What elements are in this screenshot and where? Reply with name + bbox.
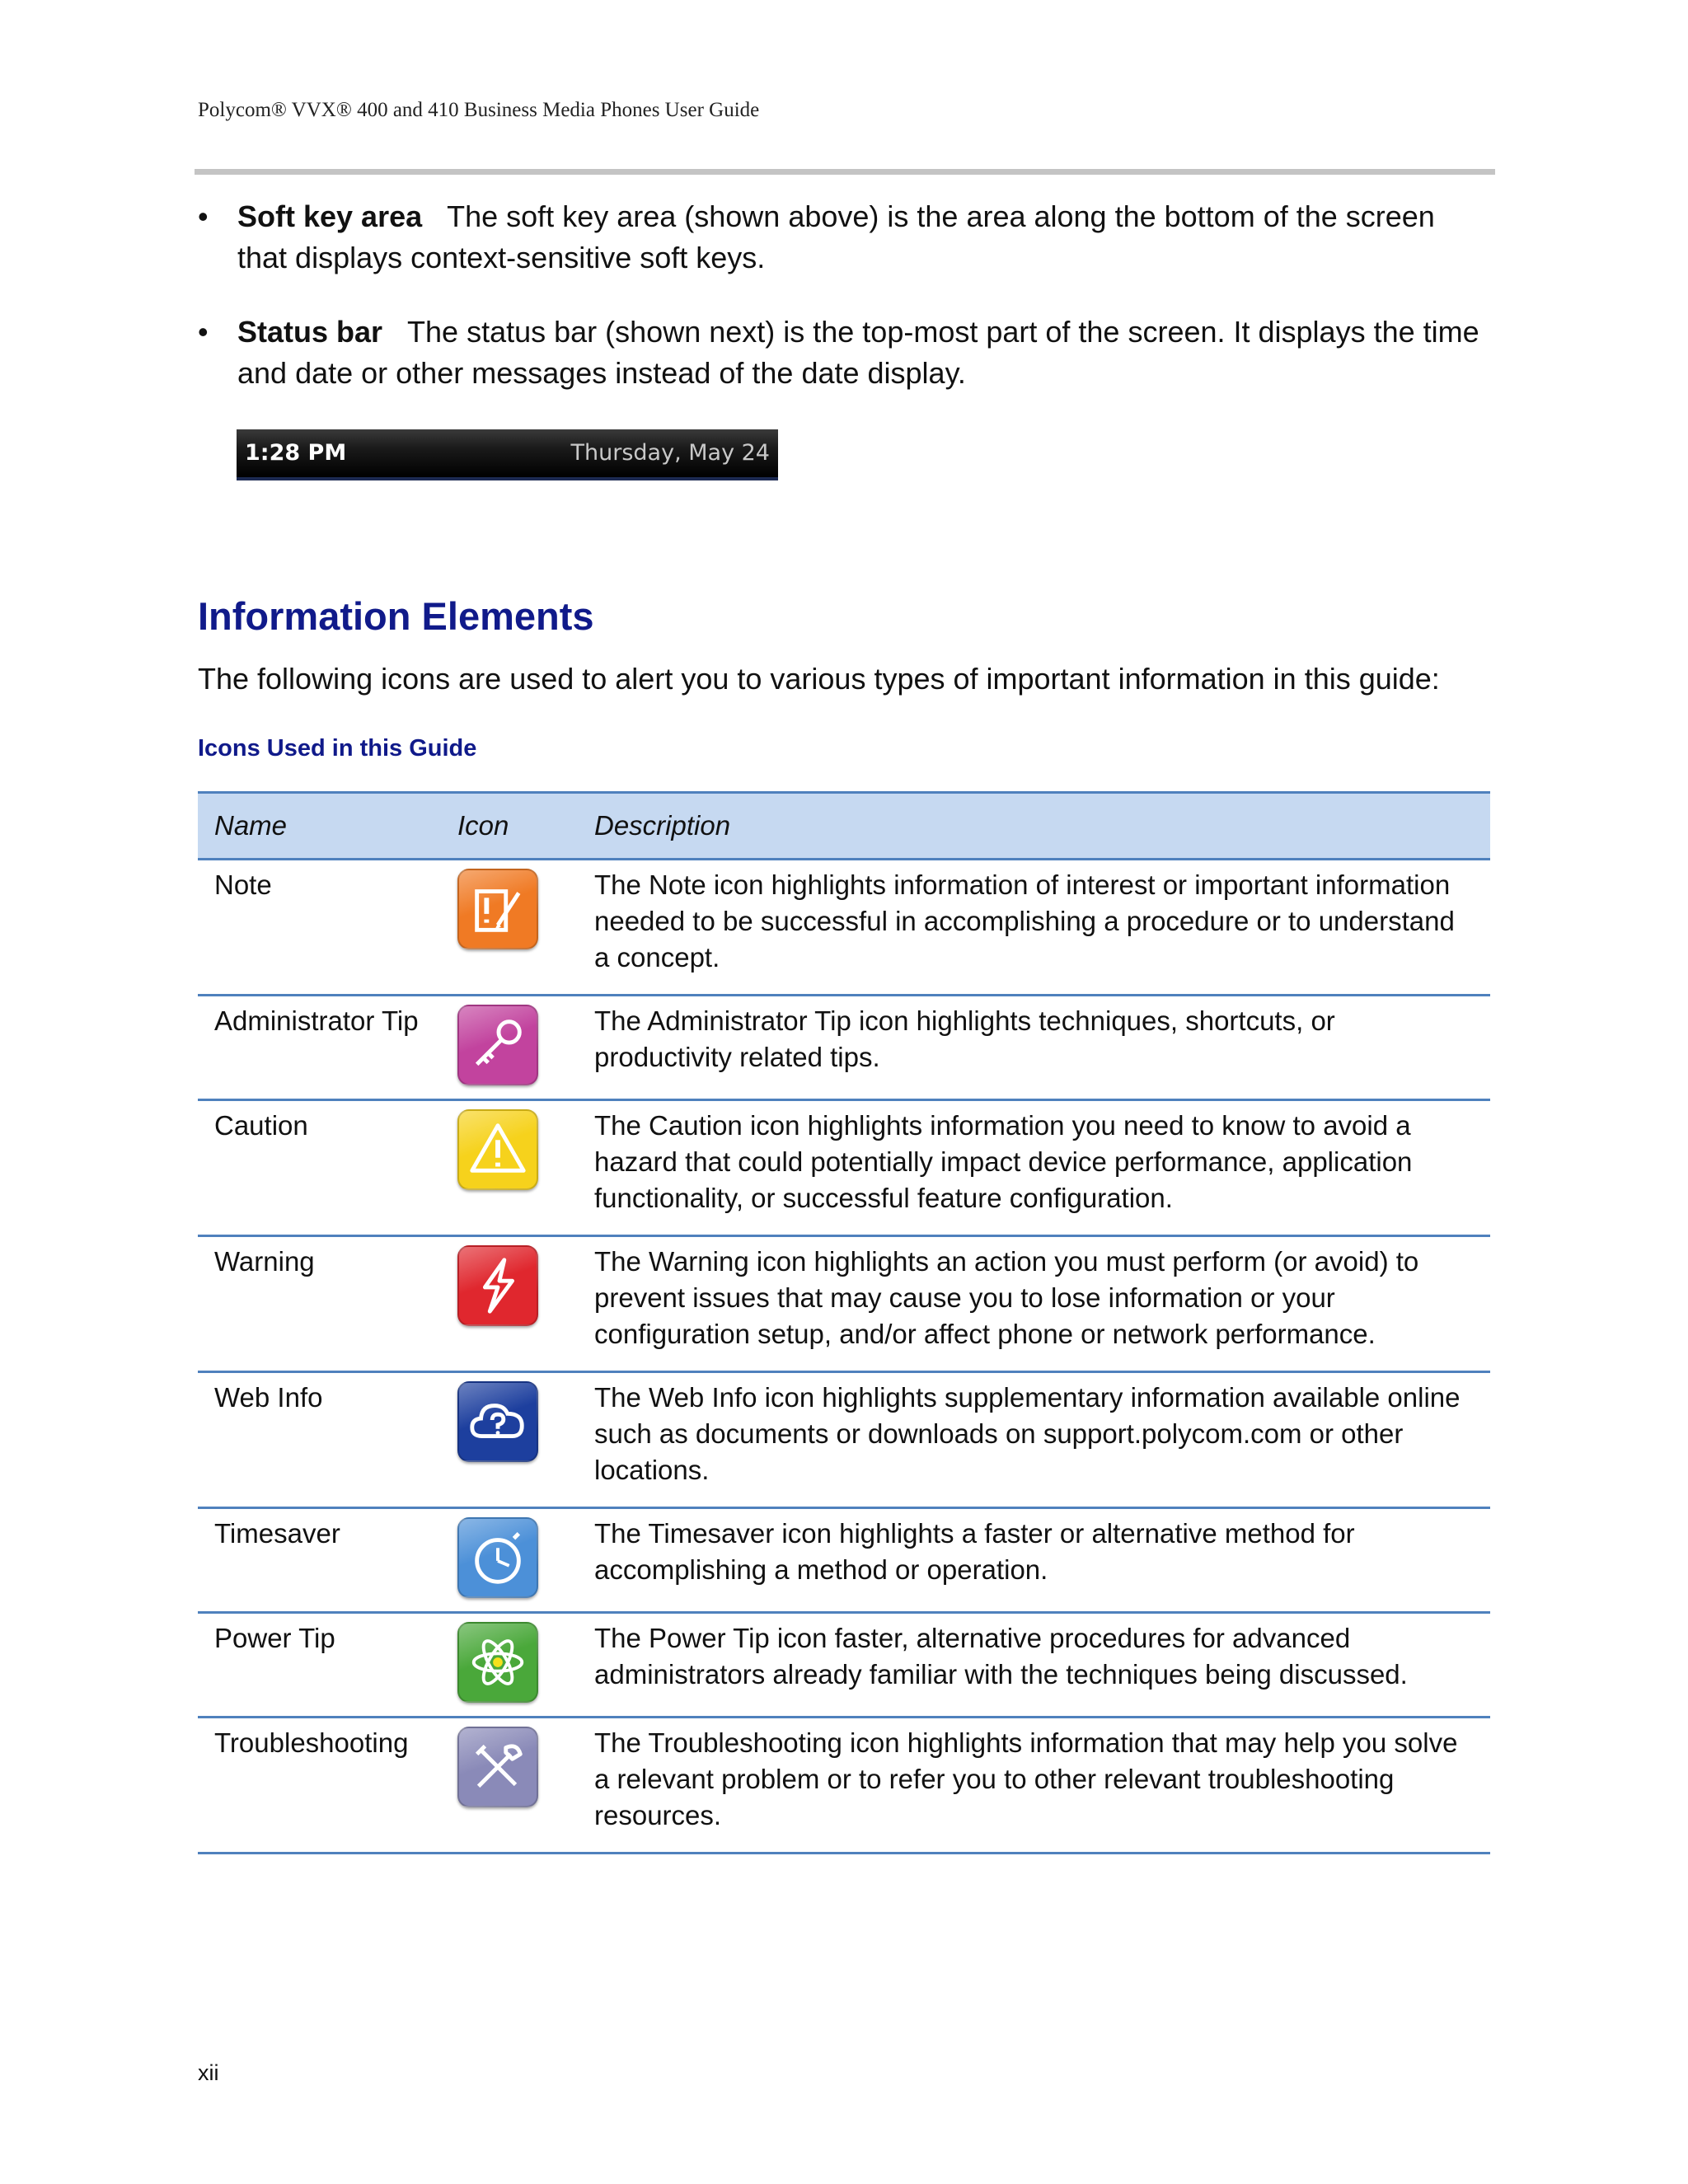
stopwatch-icon: [457, 1517, 538, 1598]
header-icon: Icon: [441, 793, 578, 860]
header-rule: [195, 169, 1495, 175]
caution-icon: [457, 1109, 538, 1190]
note-icon: [457, 869, 538, 949]
row-description: The Web Info icon highlights supplementary information available online such as documents or downloads on support.polycom.com or other locations.: [578, 1372, 1490, 1508]
cloud-question-icon: [457, 1381, 538, 1462]
status-bar-image: [237, 429, 778, 480]
status-bar-time: 1:28 PM: [245, 440, 347, 466]
bullet-text: The status bar (shown next) is the top-most part of the screen. It displays the time and date or other messages instead of the date display.: [237, 315, 1479, 390]
table-row: [198, 1718, 1490, 1854]
row-name: Power Tip: [198, 1613, 441, 1718]
key-icon: [457, 1005, 538, 1085]
icons-table: [198, 791, 1490, 1854]
row-name: Web Info: [198, 1372, 441, 1508]
row-description: The Warning icon highlights an action you must perform (or avoid) to prevent issues that may cause you to lose information or your configuration setup, and/or affect phone or network performance.: [578, 1236, 1490, 1372]
table-row: [198, 1100, 1490, 1236]
bullet-status-bar: [198, 312, 1484, 394]
row-name: Caution: [198, 1100, 441, 1236]
row-description: The Caution icon highlights information you need to know to avoid a hazard that could potentially impact device performance, application functionality, or successful feature configuration.: [578, 1100, 1490, 1236]
row-name: Troubleshooting: [198, 1718, 441, 1854]
table-row: [198, 1508, 1490, 1613]
bullet-dot: •: [198, 199, 209, 233]
status-bar-date: Thursday, May 24: [570, 440, 770, 466]
row-description: The Troubleshooting icon highlights information that may help you solve a relevant problem or to refer you to other relevant troubleshooting resources.: [578, 1718, 1490, 1854]
bullet-term: Soft key area: [237, 199, 423, 233]
table-row: [198, 996, 1490, 1100]
row-name: Warning: [198, 1236, 441, 1372]
section-title: Information Elements: [198, 594, 594, 638]
running-header: Polycom® VVX® 400 and 410 Business Media Phones User Guide: [198, 99, 760, 121]
warning-lightning-icon: [457, 1245, 538, 1326]
row-name: Note: [198, 860, 441, 996]
page-number: xii: [198, 2060, 219, 2085]
table-row: [198, 1372, 1490, 1508]
table-row: [198, 1613, 1490, 1718]
row-description: The Note icon highlights information of interest or important information needed to be successful in accomplishing a procedure or to understand a concept.: [578, 860, 1490, 996]
bullet-text: The soft key area (shown above) is the area along the bottom of the screen that displays context-sensitive soft keys.: [237, 199, 1435, 274]
row-name: Timesaver: [198, 1508, 441, 1613]
table-caption: Icons Used in this Guide: [198, 735, 477, 762]
row-name: Administrator Tip: [198, 996, 441, 1100]
row-description: The Administrator Tip icon highlights techniques, shortcuts, or productivity related tips.: [578, 996, 1490, 1100]
bullet-term: Status bar: [237, 315, 383, 349]
table-row: [198, 860, 1490, 996]
section-intro: The following icons are used to alert you to various types of important information in this guide:: [198, 662, 1440, 696]
table-header-row: [198, 793, 1490, 860]
row-description: The Power Tip icon faster, alternative procedures for advanced administrators already familiar with the techniques being discussed.: [578, 1613, 1490, 1718]
table-row: [198, 1236, 1490, 1372]
header-description: Description: [578, 793, 1490, 860]
atom-icon: [457, 1622, 538, 1703]
header-name: Name: [198, 793, 441, 860]
bullet-dot: •: [198, 315, 209, 349]
bullet-soft-key-area: [198, 196, 1484, 279]
row-description: The Timesaver icon highlights a faster or alternative method for accomplishing a method or operation.: [578, 1508, 1490, 1613]
tools-icon: [457, 1727, 538, 1807]
